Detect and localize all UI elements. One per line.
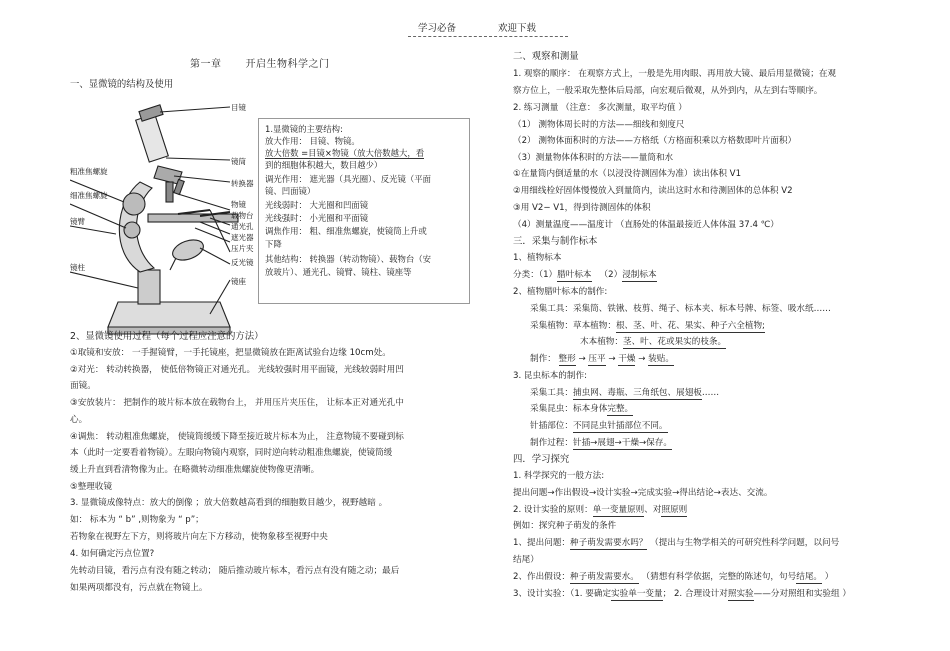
imaging-example-1: 如： 标本为 “ b” ,则物象为 “ p”； <box>70 515 204 525</box>
microscope-diagram <box>70 102 260 342</box>
page-header <box>408 20 568 37</box>
measure-line: ③用 V2− V1，得到待测固体的体积 <box>513 203 651 213</box>
box-line: 调光作用： 遮光器（具光圈）、反光镜（平面 <box>265 174 431 184</box>
specimen-line: 1、植物标本 <box>513 253 562 263</box>
insect-line: 针插部位：不同昆虫针插部位不同。 <box>530 421 668 431</box>
usage-step-4: ④调焦： 转动粗准焦螺旋， 使镜筒缓缓下降至接近玻片标本为止， 注意物镜不要碰到标 <box>70 432 404 442</box>
observe-line: 1. 观察的顺序： 在观察方式上，一般是先用肉眼、再用放大镜、最后用显微镜；在观 <box>513 69 837 79</box>
label-tube: 镜筒 <box>231 157 246 166</box>
inquiry-line: 例如：探究种子萌发的条件 <box>513 521 617 531</box>
label-pillar: 镜柱 <box>70 263 85 272</box>
box-line: 调焦作用： 粗、细准焦螺旋，使镜筒上升或 <box>265 226 427 236</box>
chapter-title <box>190 60 330 70</box>
label-diaphragm: 遮光器 <box>231 233 254 242</box>
label-fine-focus: 细准焦螺旋 <box>70 191 108 200</box>
specimen-plant-herb: 采集植物：草本植物：根、茎、叶、花、果实、种子六全植物; <box>530 321 765 331</box>
measure-heading: 2. 练习测量 （注意： 多次测量，取平均值 ） <box>513 103 687 113</box>
inquiry-line: 1. 科学探究的一般方法: <box>513 471 605 481</box>
header-left-text: 学习必备 <box>418 23 457 34</box>
inquiry-principle: 2. 设计实验的原则：单一变量原则、对照原则 <box>513 505 688 515</box>
box-title: 1.显微镜的主要结构: <box>265 124 343 134</box>
usage-step-3: ③安放装片： 把制作的玻片标本放在载物台上， 并用压片夹压住， 让标本正对通光孔中 <box>70 398 404 408</box>
inquiry-line: 结尾） <box>513 555 539 565</box>
insect-line: 采集昆虫：标本身体完整。 <box>530 404 634 414</box>
specimen-classification: 分类：（1）腊叶标本 （2）浸制标本 <box>513 270 657 280</box>
usage-step-3-cont: 心。 <box>70 415 88 425</box>
measure-line: ②用细线栓好固体慢慢放入到量筒内，读出这时水和待测固体的总体积 V2 <box>513 186 793 196</box>
section-specimen-heading: 三．采集与制作标本 <box>513 236 598 247</box>
box-line: 放大作用： 目镜、物镜。 <box>265 136 360 146</box>
measure-line: （2） 测物体面积时的方法——方格纸（方格面积乘以方格数即叶片面积） <box>513 136 797 146</box>
label-arm: 镜臂 <box>70 217 85 226</box>
usage-step-2-cont: 面镜。 <box>70 381 96 391</box>
box-line: 到的细胞体积越大，数目越少） <box>265 160 383 170</box>
label-coarse-focus: 粗准焦螺旋 <box>70 167 108 176</box>
chapter-number: 第一章 <box>190 59 222 70</box>
label-nosepiece: 转换器 <box>231 179 254 188</box>
usage-step-4-cont: 缓上升直到看清物像为止。在略微转动细准焦螺旋使物像更清晰。 <box>70 465 320 475</box>
measure-line: （1） 测物体周长时的方法——细线和刻度尺 <box>513 120 685 130</box>
usage-step-2: ②对光： 转动转换器， 使低倍物镜正对通光孔。 光线较强时用平面镜，光线较弱时用凹 <box>70 365 404 375</box>
box-line: 光线强时： 小光圈和平面镜 <box>265 213 369 223</box>
inquiry-line: 提出问题→作出假设→设计实验→完成实验→得出结论→表达、交流。 <box>513 488 773 498</box>
section-observe-heading: 二、观察和测量 <box>513 51 579 62</box>
box-line: 光线弱时： 大光圈和凹面镜 <box>265 200 369 210</box>
usage-step-5: ⑤整理收镜 <box>70 482 113 492</box>
label-base: 镜座 <box>231 277 246 286</box>
insect-heading: 3. 昆虫标本的制作: <box>513 371 587 381</box>
insect-line: 制作过程：针插→展翅→干燥→保存。 <box>530 438 672 448</box>
specimen-line: 采集工具：采集筒、铁锹、枝剪、绳子、标本夹、标本号牌、标签、吸水纸…… <box>530 304 831 314</box>
section-inquiry-heading: 四．学习探究 <box>513 454 570 465</box>
section-usage-heading: 2、显微镜使用过程（每个过程应注意的方法） <box>70 331 264 342</box>
label-aperture: 通光孔 <box>231 222 254 231</box>
label-clip: 压片夹 <box>231 244 254 253</box>
structure-definition-box <box>258 118 470 304</box>
measure-line: ①在量筒内倒适量的水（以浸没待测固体为准）读出体积 V1 <box>513 169 742 179</box>
specimen-plant-wood: 木本植物：茎、叶、花或果实的枝条。 <box>580 337 727 347</box>
label-stage: 载物台 <box>231 211 254 220</box>
stain-question: 4. 如何确定污点位置? <box>70 549 155 559</box>
section-microscope-heading: 一、显微镜的结构及使用 <box>70 79 174 90</box>
inquiry-design: 3、设计实验：（1. 要确定实验单一变量； 2. 合理设计对照实验——分对照组和实验组 ） <box>513 589 851 599</box>
stain-answer-cont: 如果两项都没有，污点就在物镜上。 <box>70 583 208 593</box>
stain-answer: 先转动目镜，看污点有没有随之转动； 随后推动玻片标本，看污点有没有随之动；最后 <box>70 566 400 576</box>
imaging-example-2: 若物象在视野左下方，则将玻片向左下方移动，使物象移至视野中央 <box>70 532 328 542</box>
measure-line: （3）测量物体体积时的方法——量筒和水 <box>513 153 674 163</box>
insect-line: 采集工具：捕虫网、毒瓶、三角纸包、展翅板…… <box>530 388 720 398</box>
inquiry-question: 1、提出问题：种子萌发需要水吗？ （提出与生物学相关的可研究性科学问题，以问号 <box>513 538 840 548</box>
usage-step-4-cont: 本（此时一定要看着物镜）。左眼向物镜内观察，同时逆向转动粗准焦螺旋，使镜筒缓 <box>70 448 393 458</box>
observe-line: 察方位上，一般采取先整体后局部，向宏观后微观，从外到内，从左到右等顺序。 <box>513 86 823 96</box>
header-right-text: 欢迎下载 <box>498 23 537 34</box>
specimen-line: 2、植物腊叶标本的制作: <box>513 287 608 297</box>
usage-step-1: ①取镜和安放： 一手握镜臂，一手托镜座，把显微镜放在距离试验台边缘 10cm处。 <box>70 348 391 358</box>
chapter-name: 开启生物科学之门 <box>245 59 330 70</box>
box-line: 镜、凹面镜） <box>265 186 316 196</box>
label-eyepiece: 目镜 <box>231 103 246 112</box>
box-line: 放玻片）、通光孔、镜臂、镜柱、镜座等 <box>265 267 412 277</box>
label-objective: 物镜 <box>231 200 246 209</box>
specimen-process: 制作： 整形 → 压平 → 干燥 → 装贴。 <box>530 354 674 364</box>
box-line: 放大倍数 =目镜×物镜（放大倍数越大，看 <box>265 148 425 158</box>
imaging-features: 3. 显微镜成像特点：放大的倒像 ；放大倍数越高看到的细胞数目越少，视野越暗 。 <box>70 498 388 508</box>
inquiry-hypothesis: 2、作出假设：种子萌发需要水。 （猜想有科学依据，完整的陈述句，句号结尾。 ） <box>513 572 834 582</box>
box-line: 其他结构： 转换器（转动物镜）、载物台（安 <box>265 254 431 264</box>
measure-line: （4）测量温度——温度计 （直肠处的体温最接近人体体温 37.4 ℃） <box>513 220 779 230</box>
label-mirror: 反光镜 <box>231 258 254 267</box>
box-line: 下降 <box>265 239 282 249</box>
